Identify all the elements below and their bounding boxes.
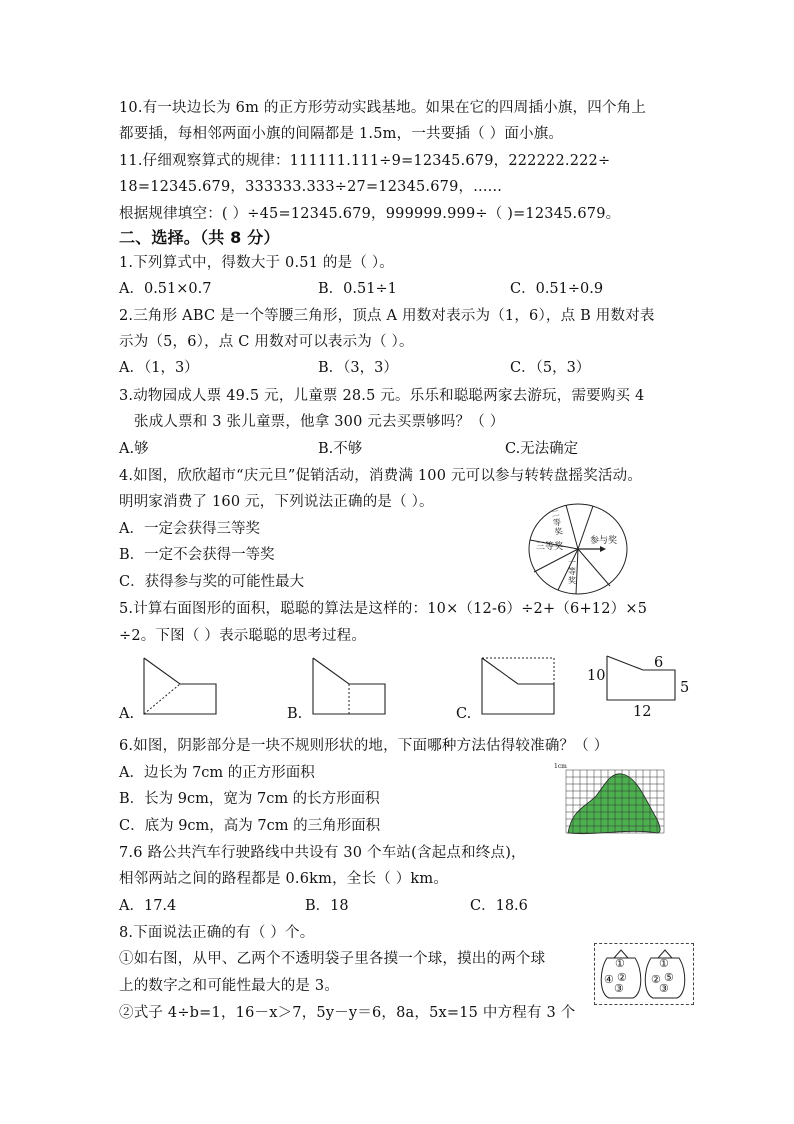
bag1-ball-1: ① [615, 957, 625, 970]
wheel-label-second: 二等奖 [550, 508, 564, 537]
shaded-region [568, 774, 660, 834]
c2-option-b: B．（3，3） [318, 360, 398, 376]
c6-option-c: C．底为 9cm，高为 7cm 的三角形面积 [119, 818, 381, 834]
c4-line1: 4.如图，欣欣超市“庆元旦”促销活动，消费满 100 元可以参与转转盘摇奖活动。 [119, 468, 643, 484]
c5-option-b: B. [287, 706, 303, 722]
q10-line2: 都要插，每相邻两面小旗的间隔都是 1.5m，一共要插（ ）面小旗。 [119, 126, 564, 142]
c5-option-c: C. [456, 706, 472, 722]
c5-line1: 5.计算右面图形的面积，聪聪的算法是这样的：10×（12-6）÷2+（6+12）×5 [119, 601, 648, 617]
c4-option-b: B．一定不会获得一等奖 [119, 547, 275, 563]
c2-line1: 2.三角形 ABC 是一个等腰三角形，顶点 A 用数对表示为（1，6），点 B 用数对表 [119, 308, 655, 324]
c6-option-b: B．长为 9cm，宽为 7cm 的长方形面积 [119, 791, 380, 807]
c1-stem: 1.下列算式中，得数大于 0.51 的是（ ）。 [119, 255, 394, 271]
bag2-ball-1: ① [659, 957, 669, 970]
c4-option-a: A．一定会获得三等奖 [119, 521, 260, 537]
bag2-ball-4: ③ [659, 982, 669, 995]
c7-option-c: C．18.6 [470, 898, 528, 914]
c8-statement2: ②式子 4÷b=1，16－x＞7，5y－y＝6，8a，5x=15 中方程有 3 个 [119, 1005, 576, 1021]
bag1-ball-4: ③ [614, 982, 624, 995]
bag1-ball-2: ④ [604, 973, 614, 986]
c4-option-c: C．获得参与奖的可能性最大 [119, 574, 305, 590]
c8-stem: 8.下面说法正确的有（ ）个。 [119, 925, 315, 941]
c2-line2: 示为（5，6），点 C 用数对可以表示为（ ）。 [119, 334, 414, 350]
c7-line2: 相邻两站之间的路程都是 0.6km，全长（ ）km。 [119, 871, 449, 887]
c7-line1: 7.6 路公共汽车行驶路线中共设有 30 个车站(含起点和终点)， [119, 845, 526, 861]
c7-option-a: A．17.4 [119, 898, 177, 914]
c2-option-a: A．（1，3） [119, 360, 199, 376]
c5-dim-top: 6 [654, 655, 664, 671]
c3-line1: 3.动物园成人票 49.5 元，儿童票 28.5 元。乐乐和聪聪两家去游玩，需要购买 4 [119, 388, 645, 404]
wheel-label-first: 一等奖 [568, 558, 576, 585]
section-title: 二、选择。（共 8 分） [119, 228, 280, 247]
c8-statement1-line1: ①如右图，从甲、乙两个不透明袋子里各摸一个球，摸出的两个球 [119, 951, 546, 967]
c8-bags-figure [594, 943, 694, 1005]
c3-option-b: B.不够 [318, 441, 363, 457]
c3-option-c: C.无法确定 [505, 441, 579, 457]
c5-line2: ÷2。下图（ ）表示聪聪的思考过程。 [119, 628, 367, 644]
wheel-label-third: 三等奖 [536, 542, 564, 552]
wheel-label-participate: 参与奖 [590, 536, 618, 546]
q11-line1: 11.仔细观察算式的规律：111111.111÷9=12345.679，222222.222÷ [119, 153, 611, 169]
c5-figure-a [142, 656, 218, 716]
c3-line2: 张成人票和 3 张儿童票，他拿 300 元去买票够吗？（ ） [134, 414, 505, 430]
c5-option-a: A. [119, 706, 135, 722]
c5-dim-bottom: 12 [633, 704, 652, 720]
c6-option-a: A．边长为 7cm 的正方形面积 [119, 765, 315, 781]
q11-line3: 根据规律填空：( ）÷45=12345.679，999999.999÷（ )=12345.679。 [119, 206, 621, 222]
c6-grid-figure [554, 763, 668, 838]
c6-grid-unit: 1cm [554, 763, 567, 770]
c8-statement1-line2: 上的数字之和可能性最大的是 3。 [119, 978, 340, 994]
c4-line2: 明明家消费了 160 元，下列说法正确的是（ ）。 [119, 494, 434, 510]
prize-wheel [526, 502, 630, 596]
c5-dim-left: 10 [587, 668, 606, 684]
c5-figure-c [480, 656, 556, 716]
c1-option-b: B．0.51÷1 [318, 281, 397, 297]
c6-grid-svg [556, 766, 668, 838]
c2-option-c: C．（5，3） [510, 360, 591, 376]
c7-option-b: B．18 [305, 898, 349, 914]
bag1-ball-3: ② [617, 971, 627, 984]
c5-dim-right: 5 [680, 680, 690, 696]
c1-option-c: C．0.51÷0.9 [510, 281, 604, 297]
q11-line2: 18=12345.679，333333.333÷27=12345.679，...... [119, 179, 503, 195]
c3-option-a: A.够 [119, 441, 149, 457]
q10-line1: 10.有一块边长为 6m 的正方形劳动实践基地。如果在它的四周插小旗，四个角上 [119, 100, 647, 116]
bag2-ball-2: ② [651, 973, 661, 986]
bag2-ball-3: ⑤ [664, 971, 674, 984]
c6-stem: 6.如图，阴影部分是一块不规则形状的地，下面哪种方法估得较准确？（ ） [119, 738, 609, 754]
c5-figure-b [311, 656, 387, 716]
c1-option-a: A．0.51×0.7 [119, 281, 212, 297]
